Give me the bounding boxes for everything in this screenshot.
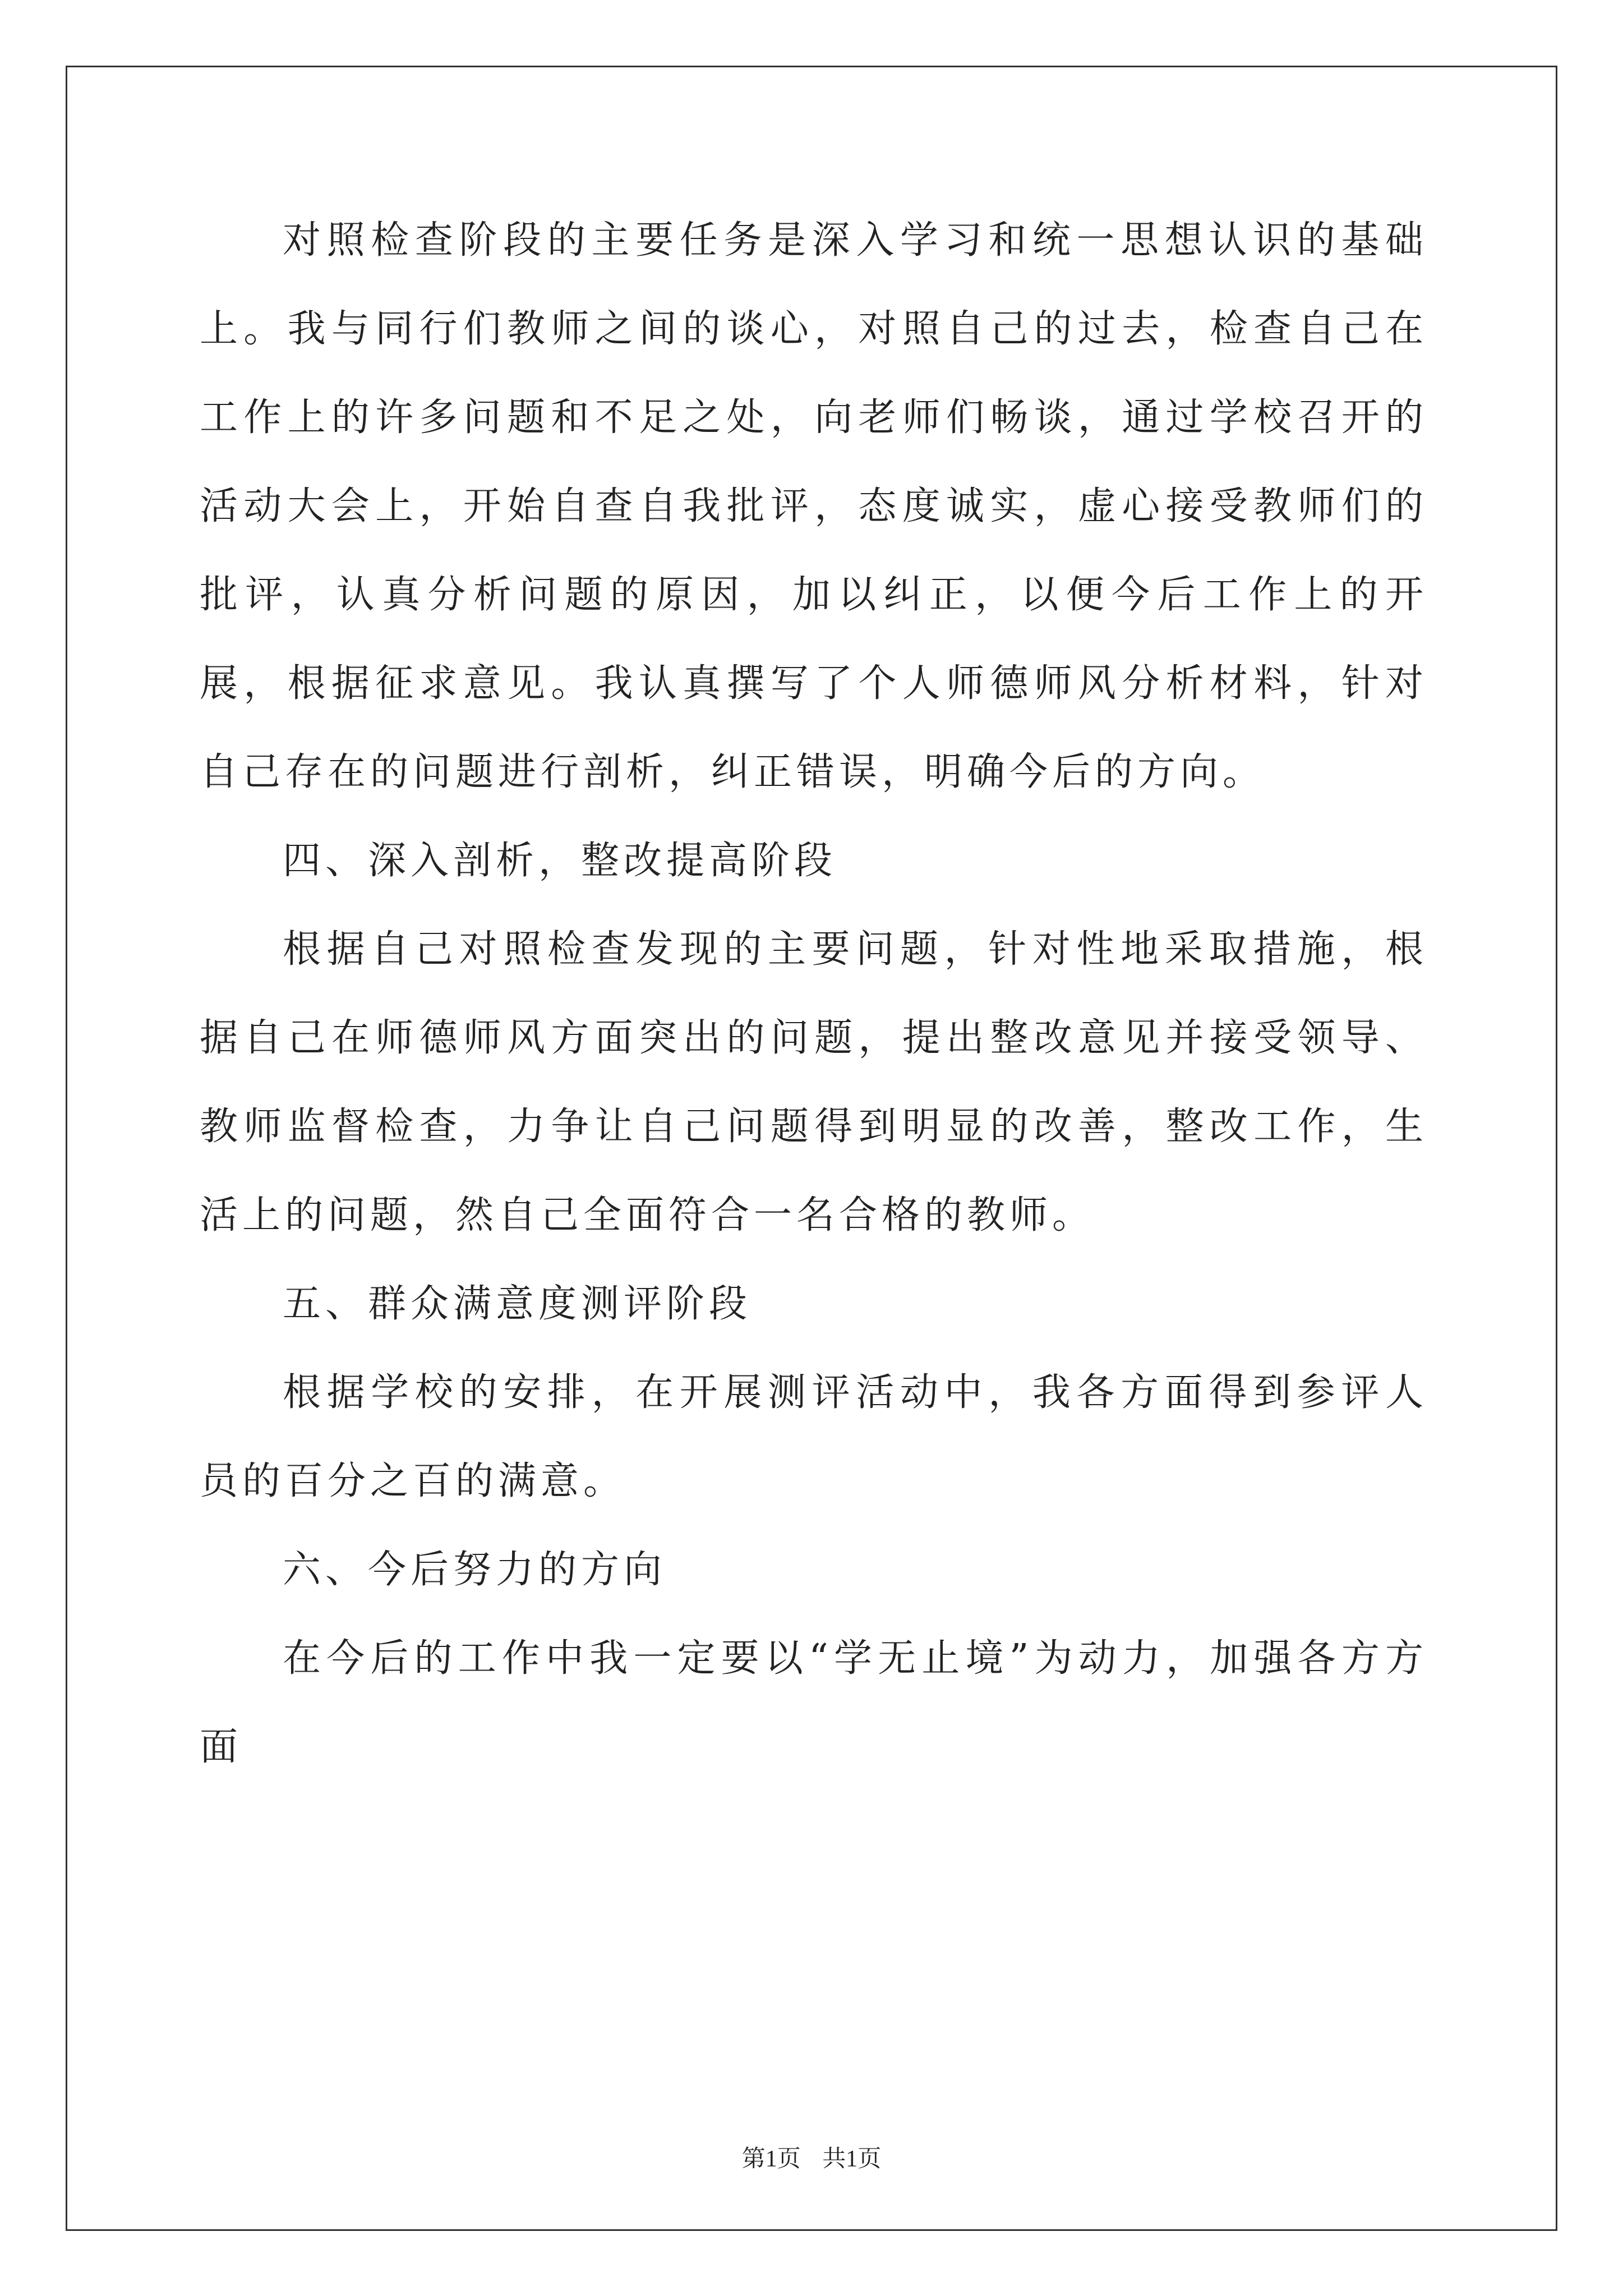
paragraph-satisfaction: 根据学校的安排，在开展测评活动中，我各方面得到参评人员的百分之百的满意。 bbox=[200, 1370, 1428, 1503]
heading-future-direction: 六、今后努力的方向 bbox=[283, 1548, 667, 1592]
paragraph-self-check: 对照检查阶段的主要任务是深入学习和统一思想认识的基础上。我与同行们教师之间的谈心，对照自己的过去，检查自己在工作上的许多问题和不足之处，向老师们畅谈，通过学校召开的活动大会上，开始自查自我批评，态度诚实，虚心接受教师们的批评，认真分析问题的原因，加以纠正，以便今后工作上的开展，根据征求意见。我认真撰写了个人师德师风分析材料，针对自己存在的问题进行剖析，纠正错误，明确今后的方向。 bbox=[200, 218, 1428, 794]
page-number-total: 共1页 bbox=[822, 2146, 882, 2172]
heading-rectification-stage: 四、深入剖析，整改提高阶段 bbox=[283, 839, 837, 883]
paragraph-rectification: 根据自己对照检查发现的主要问题，针对性地采取措施，根据自己在师德师风方面突出的问题，提出整改意见并接受领导、教师监督检查，力争让自己问题得到明显的改善，整改工作，生活上的问题，然自己全面符合一名合格的教师。 bbox=[200, 927, 1428, 1237]
page-footer bbox=[0, 2140, 1623, 2174]
document-body bbox=[200, 196, 1428, 1792]
paragraph-future-direction: 在今后的工作中我一定要以“学无止境”为动力，加强各方方面 bbox=[200, 1636, 1428, 1769]
heading-satisfaction-stage: 五、群众满意度测评阶段 bbox=[283, 1282, 752, 1326]
page-number-current: 第1页 bbox=[741, 2146, 801, 2172]
